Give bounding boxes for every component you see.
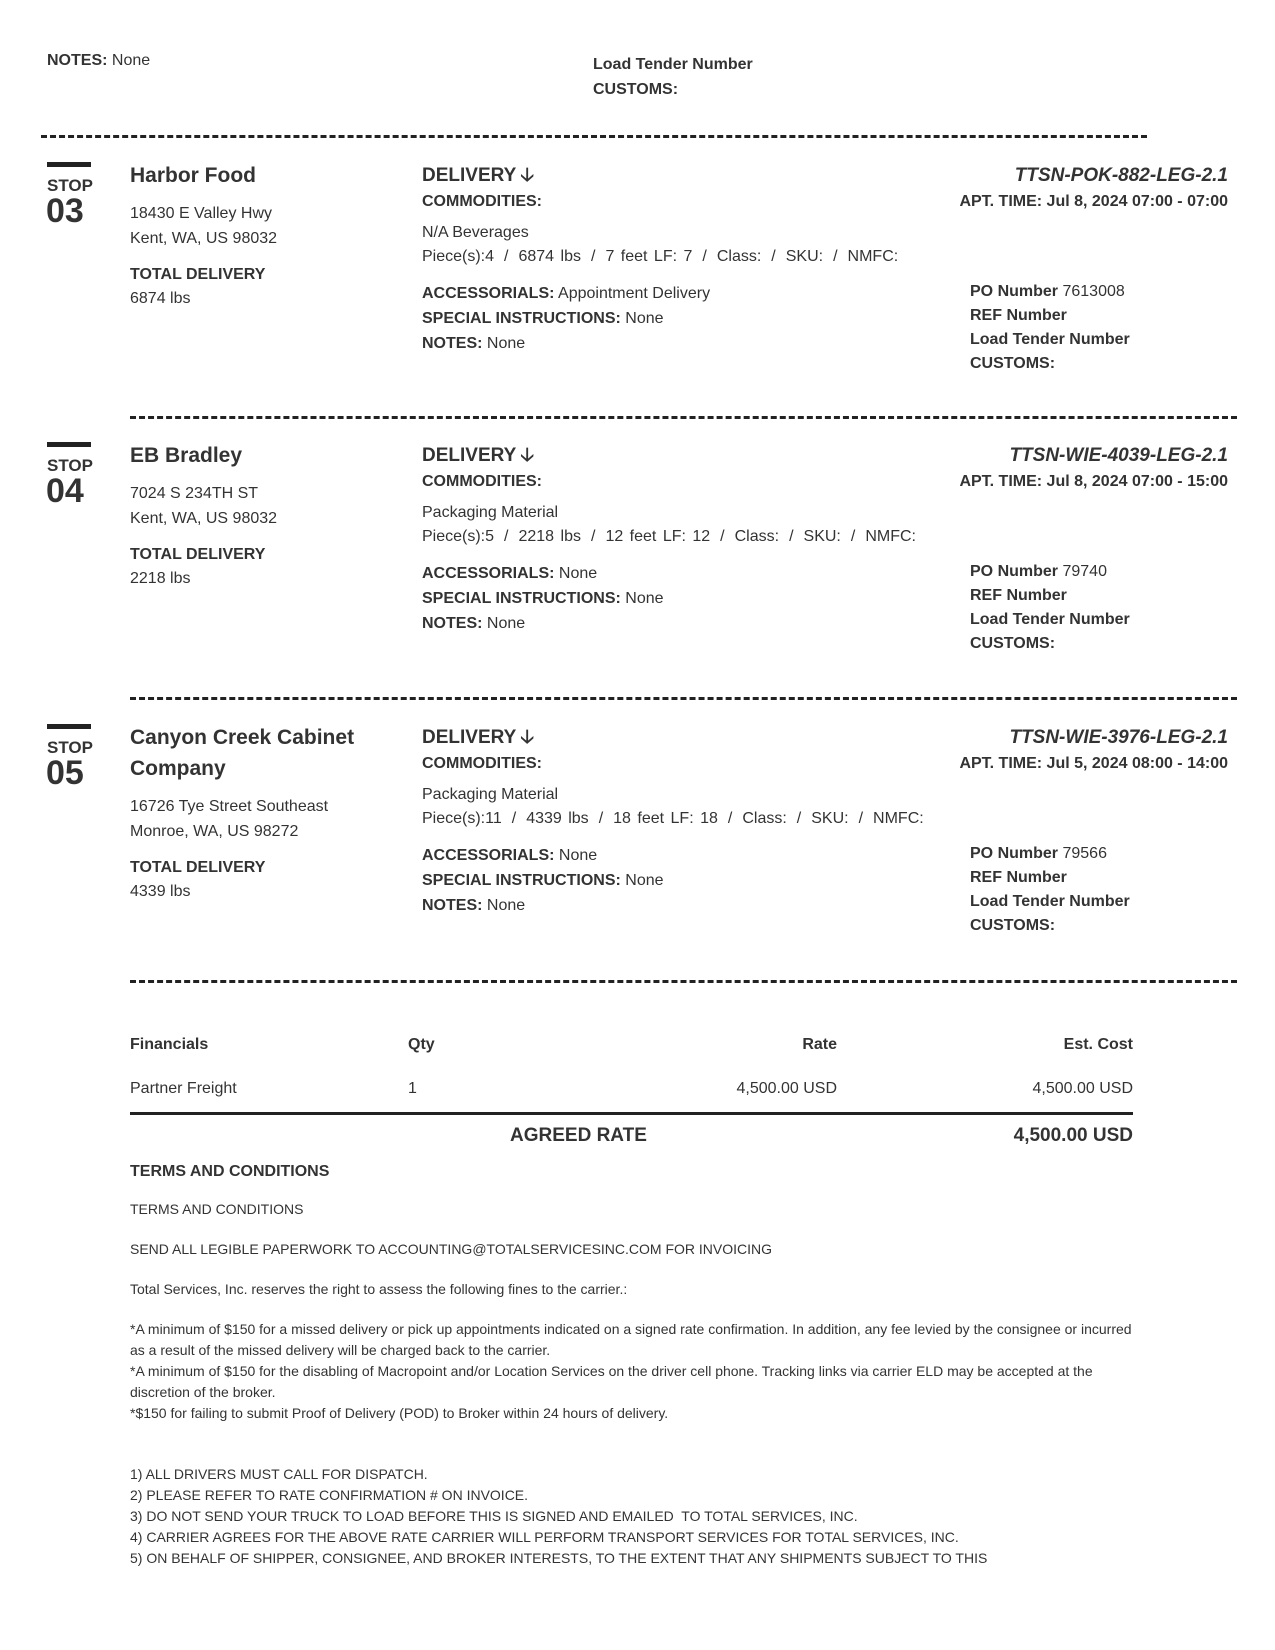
financials-table xyxy=(130,1030,1133,1155)
sku: SKU: xyxy=(811,810,849,827)
length: 7 feet LF: 7 xyxy=(605,248,693,265)
company-name: EB Bradley xyxy=(130,444,243,467)
terms-paragraph: TERMS AND CONDITIONS xyxy=(130,1201,304,1217)
commodity-details: Piece(s):5 / 2218 lbs / 12 feet LF: 12 / Class: / SKU: / NMFC: xyxy=(422,528,916,545)
customs-label: CUSTOMS: xyxy=(593,81,679,98)
notes-value: None xyxy=(111,52,151,69)
reference-id: TTSN-POK-882-LEG-2.1 xyxy=(1014,165,1228,186)
divider xyxy=(41,135,1147,138)
total-delivery-label: TOTAL DELIVERY xyxy=(130,546,266,563)
accessorials-value: None xyxy=(558,565,598,582)
stop-numbers xyxy=(970,280,1230,376)
accessorials-label: ACCESSORIALS: xyxy=(422,565,555,582)
nmfc: NMFC: xyxy=(847,248,899,265)
pieces: Piece(s):5 xyxy=(422,528,495,545)
special-instructions-value: None xyxy=(625,872,664,889)
total-delivery-value: 2218 lbs xyxy=(130,570,191,587)
load-tender-label: Load Tender Number xyxy=(593,56,753,73)
stop-reference xyxy=(808,162,1228,214)
stop-location xyxy=(130,162,400,311)
address-line-1: 7024 S 234TH ST xyxy=(130,485,259,502)
special-instructions-value: None xyxy=(625,310,664,327)
address-line-2: Kent, WA, US 98032 xyxy=(130,230,278,247)
sku: SKU: xyxy=(803,528,841,545)
stop-number: 04 xyxy=(46,472,84,510)
total-delivery-label: TOTAL DELIVERY xyxy=(130,859,266,876)
po-number-value: 79740 xyxy=(1062,563,1107,580)
address xyxy=(130,794,400,844)
header-notes xyxy=(47,52,150,70)
notes-value: None xyxy=(486,335,526,352)
length: 12 feet LF: 12 xyxy=(605,528,711,545)
accessorials-label: ACCESSORIALS: xyxy=(422,285,555,302)
load-tender-label: Load Tender Number xyxy=(970,611,1130,628)
stop-number: 03 xyxy=(46,192,84,230)
address xyxy=(130,481,400,531)
financials-header: Financials xyxy=(130,1036,209,1053)
appointment-time: APT. TIME: Jul 8, 2024 07:00 - 15:00 xyxy=(959,473,1228,490)
accessorials-block xyxy=(422,843,962,918)
stop-bar xyxy=(47,724,91,729)
stop-number: 05 xyxy=(46,754,84,792)
ref-number-label: REF Number xyxy=(970,587,1067,604)
terms-fines-list: *A minimum of $150 for a missed delivery or pick up appointments indicated on a signed rate confirmation. In addition, any fee levied by the consignee or incurred as a result of the missed delivery will be charged back to the carrier. *A minimum of $150 for the disabling of Macropoint and/or Location Services on the driver cell phone. Tracking links via carrier ELD may be accepted at the discretion of the broker. *$150 for failing to submit Proof of Delivery (POD) to Broker within 24 hours of delivery. xyxy=(130,1321,1132,1421)
customs-label: CUSTOMS: xyxy=(970,917,1056,934)
stop-location xyxy=(130,724,400,904)
line-item-name: Partner Freight xyxy=(130,1080,237,1097)
commodity-name: Packaging Material xyxy=(422,786,559,803)
special-instructions-label: SPECIAL INSTRUCTIONS: xyxy=(422,590,621,607)
length: 18 feet LF: 18 xyxy=(613,810,718,827)
po-number-label: PO Number xyxy=(970,563,1059,580)
po-number-label: PO Number xyxy=(970,845,1059,862)
notes-value: None xyxy=(486,897,526,914)
customs-label: CUSTOMS: xyxy=(970,355,1056,372)
total-delivery-label: TOTAL DELIVERY xyxy=(130,266,266,283)
notes-label: NOTES: xyxy=(422,615,483,632)
stop-location xyxy=(130,442,400,591)
est-cost-header: Est. Cost xyxy=(1063,1036,1133,1053)
reference-id: TTSN-WIE-3976-LEG-2.1 xyxy=(1009,727,1228,748)
stop-bar xyxy=(47,162,91,167)
arrow-down-icon: 🡣 xyxy=(520,727,534,748)
terms-paragraph: Total Services, Inc. reserves the right to assess the following fines to the carrier.: xyxy=(130,1281,628,1297)
stop-numbers xyxy=(970,560,1230,656)
header-right xyxy=(593,52,753,102)
stop-reference xyxy=(808,724,1228,776)
nmfc: NMFC: xyxy=(873,810,924,827)
class: Class: xyxy=(742,810,787,827)
weight: 4339 lbs xyxy=(526,810,589,827)
rate-header: Rate xyxy=(802,1036,837,1053)
reference-id: TTSN-WIE-4039-LEG-2.1 xyxy=(1009,445,1228,466)
customs-label: CUSTOMS: xyxy=(970,635,1056,652)
line-item-rate: 4,500.00 USD xyxy=(736,1080,837,1097)
agreed-rate-label: AGREED RATE xyxy=(510,1125,647,1146)
agreed-rate-row xyxy=(130,1115,1133,1155)
accessorials-block xyxy=(422,561,962,636)
total-delivery-value: 4339 lbs xyxy=(130,883,191,900)
arrow-down-icon: 🡣 xyxy=(520,445,534,466)
terms-title: TERMS AND CONDITIONS xyxy=(130,1163,330,1180)
commodities-label: COMMODITIES: xyxy=(422,193,542,210)
po-number-value: 7613008 xyxy=(1062,283,1125,300)
weight: 6874 lbs xyxy=(518,248,581,265)
stop-reference xyxy=(808,442,1228,494)
commodity-details: Piece(s):4 / 6874 lbs / 7 feet LF: 7 / Class: / SKU: / NMFC: xyxy=(422,248,899,265)
special-instructions-value: None xyxy=(625,590,664,607)
accessorials-value: Appointment Delivery xyxy=(558,285,711,302)
address-line-1: 18430 E Valley Hwy xyxy=(130,205,272,222)
notes-value: None xyxy=(486,615,526,632)
commodity-name: N/A Beverages xyxy=(422,224,529,241)
nmfc: NMFC: xyxy=(865,528,916,545)
notes-label: NOTES: xyxy=(422,897,483,914)
stop-03 xyxy=(0,162,1275,422)
pieces: Piece(s):11 xyxy=(422,810,502,827)
terms-paragraph: SEND ALL LEGIBLE PAPERWORK TO ACCOUNTING@TOTALSERVICESINC.COM FOR INVOICING xyxy=(130,1241,773,1257)
ref-number-label: REF Number xyxy=(970,869,1067,886)
stop-bar xyxy=(47,442,91,447)
class: Class: xyxy=(734,528,780,545)
qty-header: Qty xyxy=(408,1036,435,1053)
address-line-2: Monroe, WA, US 98272 xyxy=(130,823,299,840)
accessorials-block xyxy=(422,281,962,356)
stop-numbers xyxy=(970,842,1230,938)
accessorials-value: None xyxy=(558,847,598,864)
accessorials-label: ACCESSORIALS: xyxy=(422,847,555,864)
financials-header-row xyxy=(130,1030,1133,1060)
commodity-details: Piece(s):11 / 4339 lbs / 18 feet LF: 18 / Class: / SKU: / NMFC: xyxy=(422,810,924,827)
stop-05 xyxy=(0,724,1275,984)
total-delivery-value: 6874 lbs xyxy=(130,290,191,307)
company-name: Harbor Food xyxy=(130,164,256,187)
arrow-down-icon: 🡣 xyxy=(520,165,534,186)
pieces: Piece(s):4 xyxy=(422,248,495,265)
special-instructions-label: SPECIAL INSTRUCTIONS: xyxy=(422,310,621,327)
line-item-cost: 4,500.00 USD xyxy=(1032,1080,1133,1097)
address-line-1: 16726 Tye Street Southeast xyxy=(130,798,329,815)
notes-label: NOTES: xyxy=(47,52,108,69)
stop-word: STOP xyxy=(47,176,93,195)
commodities-label: COMMODITIES: xyxy=(422,473,542,490)
table-row xyxy=(130,1074,1133,1112)
divider xyxy=(130,980,1237,983)
class: Class: xyxy=(716,248,762,265)
divider xyxy=(130,416,1237,419)
stop-word: STOP xyxy=(47,456,93,475)
special-instructions-label: SPECIAL INSTRUCTIONS: xyxy=(422,872,621,889)
commodities-label: COMMODITIES: xyxy=(422,755,542,772)
terms-section xyxy=(130,1160,1140,1569)
address xyxy=(130,201,400,251)
line-item-qty: 1 xyxy=(408,1080,417,1097)
appointment-time: APT. TIME: Jul 5, 2024 08:00 - 14:00 xyxy=(959,755,1228,772)
divider xyxy=(130,697,1237,700)
load-tender-label: Load Tender Number xyxy=(970,331,1130,348)
sku: SKU: xyxy=(785,248,824,265)
agreed-rate-value: 4,500.00 USD xyxy=(1013,1125,1133,1146)
load-tender-label: Load Tender Number xyxy=(970,893,1130,910)
stop-word: STOP xyxy=(47,738,93,757)
company-name: Canyon Creek Cabinet Company xyxy=(130,726,355,780)
weight: 2218 lbs xyxy=(518,528,581,545)
po-number-label: PO Number xyxy=(970,283,1059,300)
terms-numbered-list: 1) ALL DRIVERS MUST CALL FOR DISPATCH. 2) PLEASE REFER TO RATE CONFIRMATION # ON INVOICE. 3) DO NOT SEND YOUR TRUCK TO LOAD BEFORE THIS IS SIGNED AND EMAILED TO TOTAL SERVICES, INC. 4) CARRIER AGREES FOR THE ABOVE RATE CARRIER WILL PERFORM TRANSPORT SERVICES FOR TOTAL SERVICES, INC. 5) ON BEHALF OF SHIPPER, CONSIGNEE, AND BROKER INTERESTS, TO THE EXTENT THAT ANY SHIPMENTS SUBJECT TO THIS xyxy=(130,1466,988,1566)
ref-number-label: REF Number xyxy=(970,307,1067,324)
notes-label: NOTES: xyxy=(422,335,483,352)
delivery-label: DELIVERY xyxy=(422,727,517,748)
commodity-name: Packaging Material xyxy=(422,504,559,521)
address-line-2: Kent, WA, US 98032 xyxy=(130,510,278,527)
appointment-time: APT. TIME: Jul 8, 2024 07:00 - 07:00 xyxy=(959,193,1228,210)
delivery-label: DELIVERY xyxy=(422,445,517,466)
delivery-label: DELIVERY xyxy=(422,165,517,186)
po-number-value: 79566 xyxy=(1062,845,1107,862)
stop-04 xyxy=(0,442,1275,702)
